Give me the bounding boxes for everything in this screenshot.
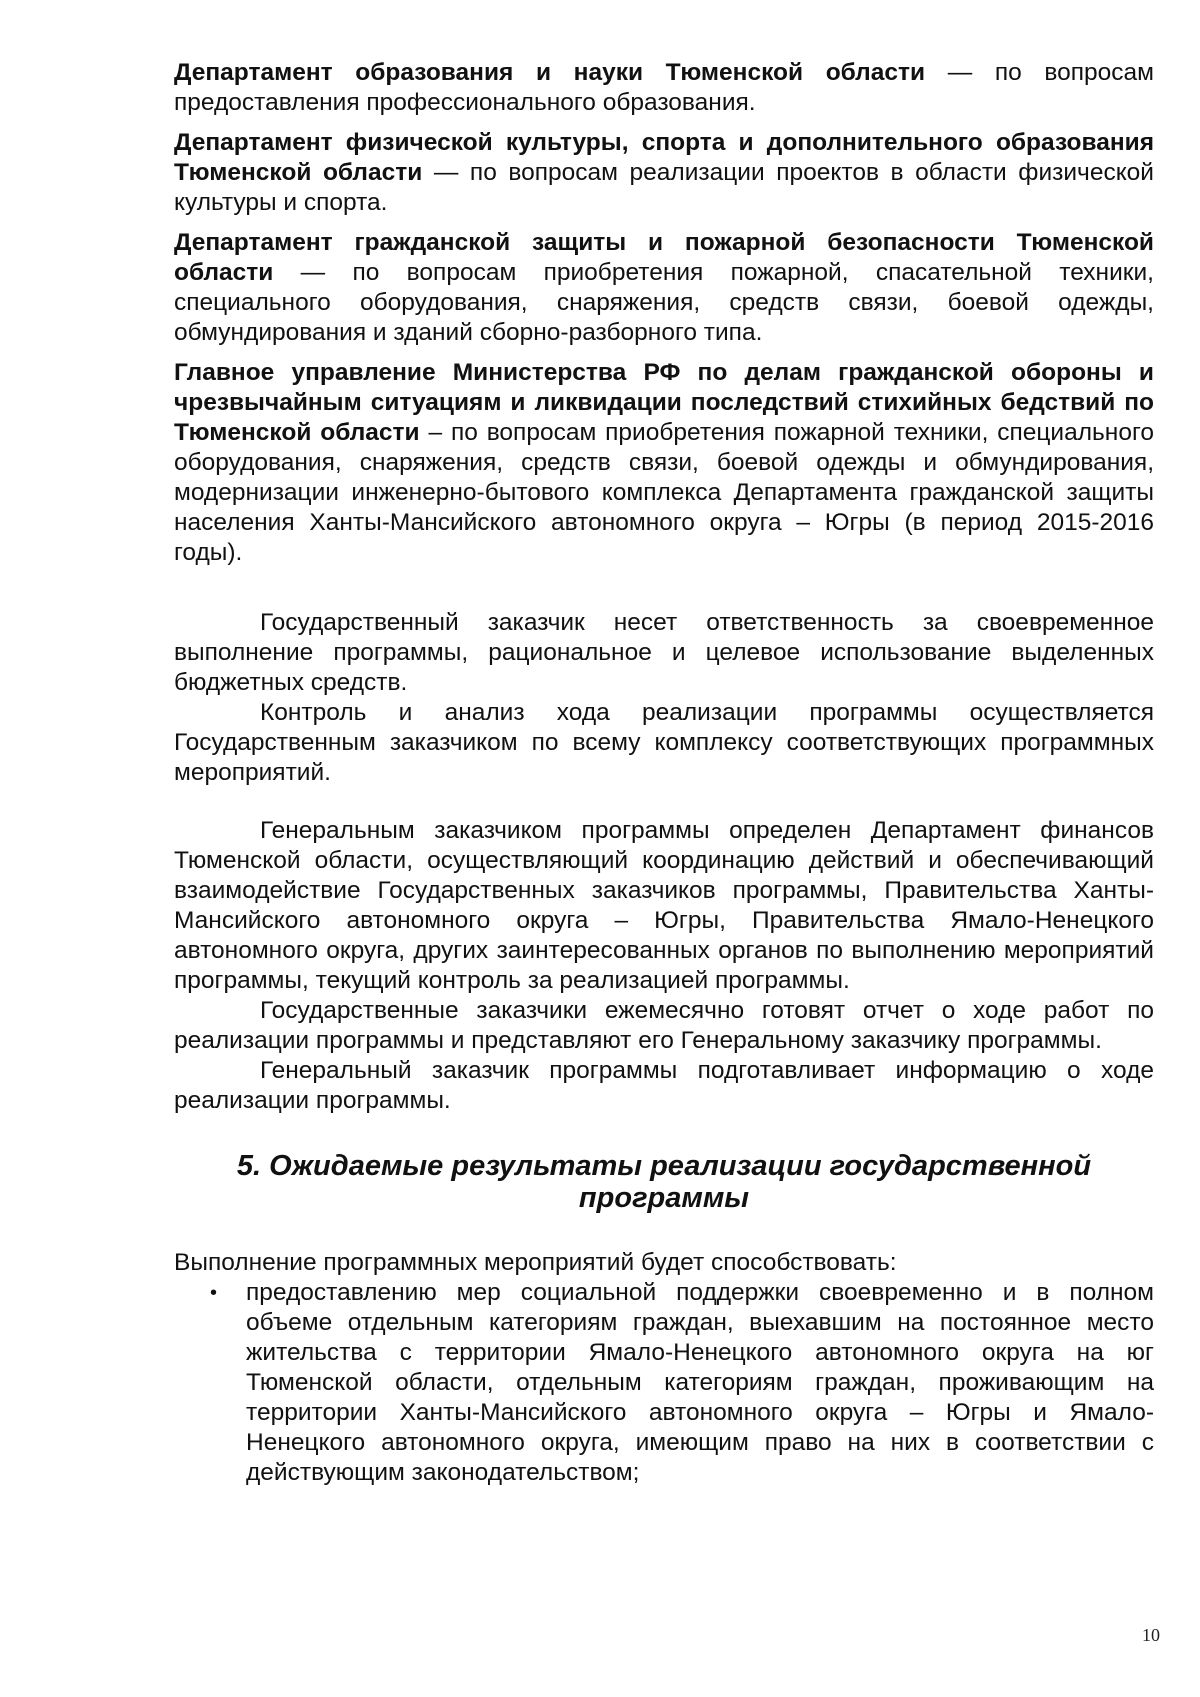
section-intro: Выполнение программных мероприятий будет способствовать: — [174, 1249, 897, 1276]
spacer — [174, 788, 1154, 816]
department-paragraph — [174, 228, 1154, 348]
body-paragraph: Генеральный заказчик программы подготавливает информацию о ходе реализации программы. — [174, 1057, 1154, 1114]
results-list — [174, 1278, 1154, 1488]
department-paragraph — [174, 358, 1154, 568]
department-role: — по вопросам приобретения пожарной, спасательной техники, специального оборудования, снаряжения, средств связи, боевой одежды, обмундирования и зданий сборно-разборного типа. — [174, 259, 1154, 346]
list-item-text: предоставлению мер социальной поддержки своевременно и в полном объеме отдельным категориям граждан, выехавшим на постоянное место жительства с территории Ямало-Ненецкого автономного округа на юг Тюменской области, отдельным категориям граждан, проживающим на территории Ханты-Мансийского автономного округа – Югры и Ямало-Ненецкого автономного округа, имеющим право на них в соответствии с действующим законодательством; — [246, 1279, 1154, 1486]
body-paragraph: Контроль и анализ хода реализации программы осуществляется Государственным заказчиком по всему комплексу соответствующих программных мероприятий. — [174, 699, 1154, 786]
body-paragraph: Генеральным заказчиком программы определен Департамент финансов Тюменской области, осуществляющий координацию действий и обеспечивающий взаимодействие Государственных заказчиков программы, Правительства Ханты-Мансийского автономного округа – Югры, Правительства Ямало-Ненецкого автономного округа, других заинтересованных органов по выполнению мероприятий программы, текущий контроль за реализацией программы. — [174, 817, 1154, 994]
body-paragraph: Государственный заказчик несет ответственность за своевременное выполнение программы, рациональное и целевое использование выделенных бюджетных средств. — [174, 609, 1154, 696]
spacer — [174, 578, 1154, 608]
department-paragraph — [174, 128, 1154, 218]
department-paragraph — [174, 58, 1154, 118]
department-name: Департамент образования и науки Тюменской области — [174, 59, 926, 86]
department-name: Департамент гражданской защиты и пожарной безопасности Тюменской области — [174, 229, 1154, 286]
list-item — [174, 1278, 1154, 1488]
department-name: Департамент физической культуры, спорта и дополнительного образования Тюменской области — [174, 129, 1154, 186]
bullet-icon: • — [210, 1282, 218, 1304]
body-paragraph: Государственные заказчики ежемесячно готовят отчет о ходе работ по реализации программы и представляют его Генеральному заказчику программы. — [174, 997, 1154, 1054]
section-heading: 5. Ожидаемые результаты реализации государственной программы — [236, 1150, 1092, 1214]
department-role: — по вопросам реализации проектов в области физической культуры и спорта. — [174, 159, 1154, 216]
page-content — [174, 58, 1154, 1488]
department-role: — по вопросам предоставления профессионального образования. — [174, 59, 1154, 116]
department-role: – по вопросам приобретения пожарной техники, специального оборудования, снаряжения, средств связи, боевой одежды и обмундирования, модернизации инженерно-бытового комплекса Департамента гражданской защиты населения Ханты-Мансийского автономного округа – Югры (в период 2015-2016 годы). — [174, 419, 1154, 566]
department-name: Главное управление Министерства РФ по делам гражданской обороны и чрезвычайным ситуациям и ликвидации последствий стихийных бедствий по Тюменской области — [174, 359, 1154, 446]
page-number: 10 — [1142, 1625, 1160, 1645]
